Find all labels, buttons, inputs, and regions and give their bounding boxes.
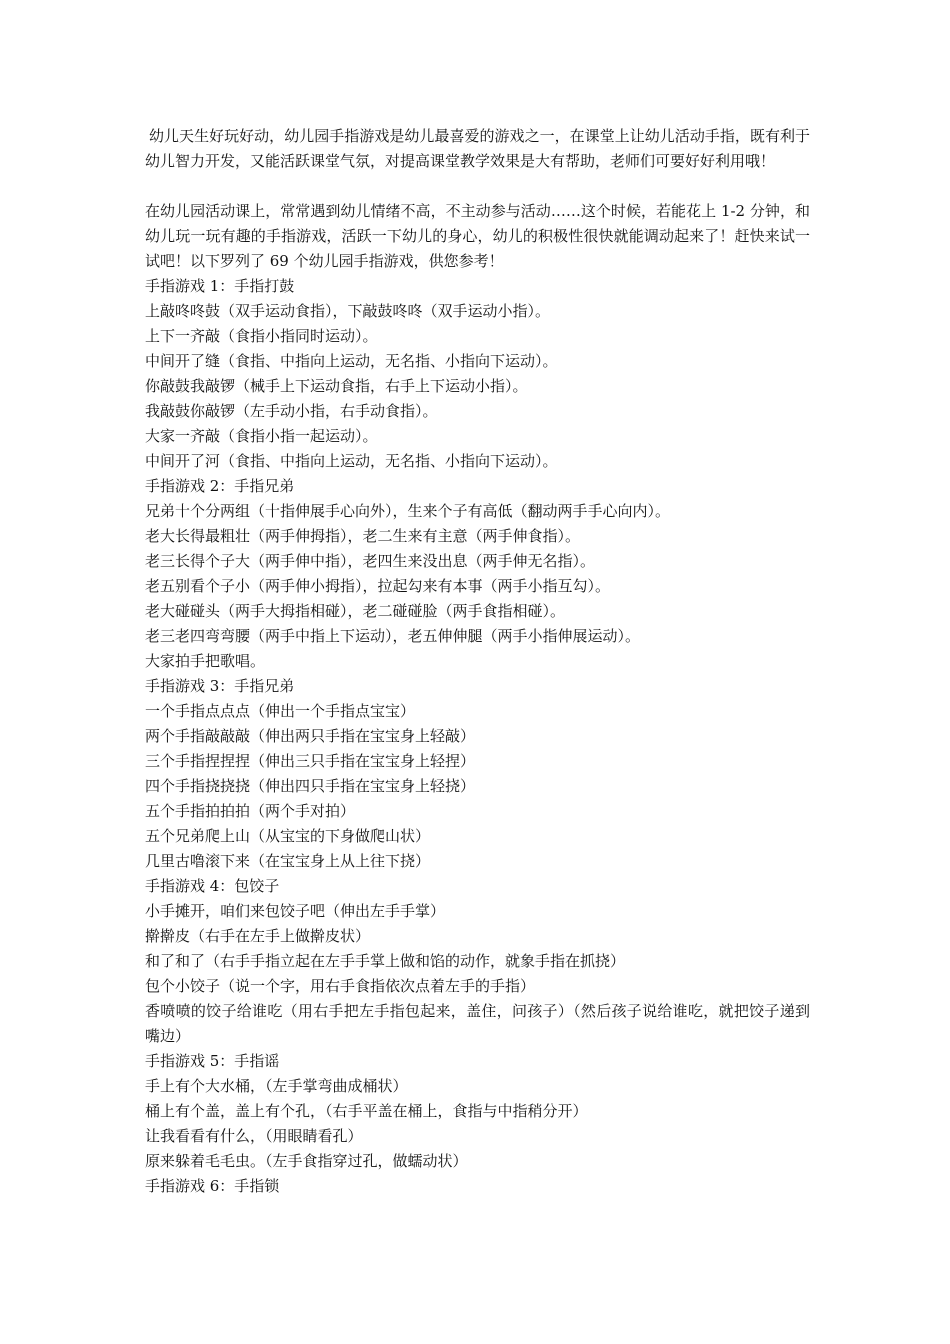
game-1-line: 上敲咚咚鼓（双手运动食指），下敲鼓咚咚（双手运动小指）。	[145, 302, 551, 320]
game-2-line: 老三老四弯弯腰（两手中指上下运动），老五伸伸腿（两手小指伸展运动）。	[145, 627, 641, 645]
game-1-line: 大家一齐敲（食指小指一起运动）。	[145, 427, 378, 445]
game-6-title: 手指游戏 6：手指锁	[145, 1177, 280, 1195]
game-5-line: 桶上有个盖，盖上有个孔，（右手平盖在桶上，食指与中指稍分开）	[145, 1102, 588, 1120]
game-3-line: 五个兄弟爬上山（从宝宝的下身做爬山状）	[145, 827, 431, 845]
intro-paragraph-2: 在幼儿园活动课上，常常遇到幼儿情绪不高，不主动参与活动……这个时候，若能花上 1-2 分钟，和幼儿玩一玩有趣的手指游戏，活跃一下幼儿的身心，幼儿的积极性很快就能调动起来了！赶快来试一试吧！以下罗列了 69 个幼儿园手指游戏，供您参考！	[145, 202, 810, 270]
game-1-title: 手指游戏 1：手指打鼓	[145, 277, 295, 295]
game-4-line: 包个小饺子（说一个字，用右手食指依次点着左手的手指）	[145, 977, 536, 995]
game-5-line: 让我看看有什么，（用眼睛看孔）	[145, 1127, 363, 1145]
game-1-line: 你敲鼓我敲锣（械手上下运动食指，右手上下运动小指）。	[145, 377, 528, 395]
paragraph-gap	[145, 174, 810, 199]
game-3-line: 三个手指捏捏捏（伸出三只手指在宝宝身上轻捏）	[145, 752, 476, 770]
intro-paragraph-1: 幼儿天生好玩好动，幼儿园手指游戏是幼儿最喜爱的游戏之一，在课堂上让幼儿活动手指，既有利于幼儿智力开发，又能活跃课堂气氛，对提高课堂教学效果是大有帮助，老师们可要好好利用哦！	[145, 127, 810, 170]
game-2-line: 兄弟十个分两组（十指伸展手心向外），生来个子有高低（翻动两手手心向内）。	[145, 502, 671, 520]
game-3-line: 两个手指敲敲敲（伸出两只手指在宝宝身上轻敲）	[145, 727, 476, 745]
game-1-line: 中间开了缝（食指、中指向上运动，无名指、小指向下运动）。	[145, 352, 558, 370]
document-body	[145, 124, 810, 1199]
game-5-title: 手指游戏 5：手指谣	[145, 1052, 280, 1070]
game-4-title: 手指游戏 4：包饺子	[145, 877, 280, 895]
game-1-line: 中间开了河（食指、中指向上运动，无名指、小指向下运动）。	[145, 452, 558, 470]
game-3-line: 一个手指点点点（伸出一个手指点宝宝）	[145, 702, 416, 720]
game-2-line: 大家拍手把歌唱。	[145, 652, 266, 670]
game-2-line: 老大长得最粗壮（两手伸拇指），老二生来有主意（两手伸食指）。	[145, 527, 581, 545]
game-1-line: 我敲鼓你敲锣（左手动小指，右手动食指）。	[145, 402, 438, 420]
game-4-line: 小手摊开，咱们来包饺子吧（伸出左手手掌）	[145, 902, 446, 920]
game-3-line: 几里古噜滚下来（在宝宝身上从上往下挠）	[145, 852, 431, 870]
game-1-line: 上下一齐敲（食指小指同时运动）。	[145, 327, 378, 345]
game-5-line: 手上有个大水桶，（左手掌弯曲成桶状）	[145, 1077, 408, 1095]
game-2-line: 老大碰碰头（两手大拇指相碰），老二碰碰脸（两手食指相碰）。	[145, 602, 566, 620]
game-3-title: 手指游戏 3：手指兄弟	[145, 677, 295, 695]
game-4-line: 香喷喷的饺子给谁吃（用右手把左手指包起来，盖住，问孩子）（然后孩子说给谁吃，就把饺子递到嘴边）	[145, 1002, 810, 1045]
game-5-line: 原来躲着毛毛虫。（左手食指穿过孔，做蠕动状）	[145, 1152, 468, 1170]
game-3-line: 五个手指拍拍拍（两个手对拍）	[145, 802, 356, 820]
game-3-line: 四个手指挠挠挠（伸出四只手指在宝宝身上轻挠）	[145, 777, 476, 795]
game-4-line: 擀擀皮（右手在左手上做擀皮状）	[145, 927, 371, 945]
game-4-line: 和了和了（右手手指立起在左手手掌上做和馅的动作，就象手指在抓挠）	[145, 952, 626, 970]
game-2-title: 手指游戏 2：手指兄弟	[145, 477, 295, 495]
game-2-line: 老五别看个子小（两手伸小拇指），拉起勾来有本事（两手小指互勾）。	[145, 577, 611, 595]
game-2-line: 老三长得个子大（两手伸中指），老四生来没出息（两手伸无名指）。	[145, 552, 596, 570]
